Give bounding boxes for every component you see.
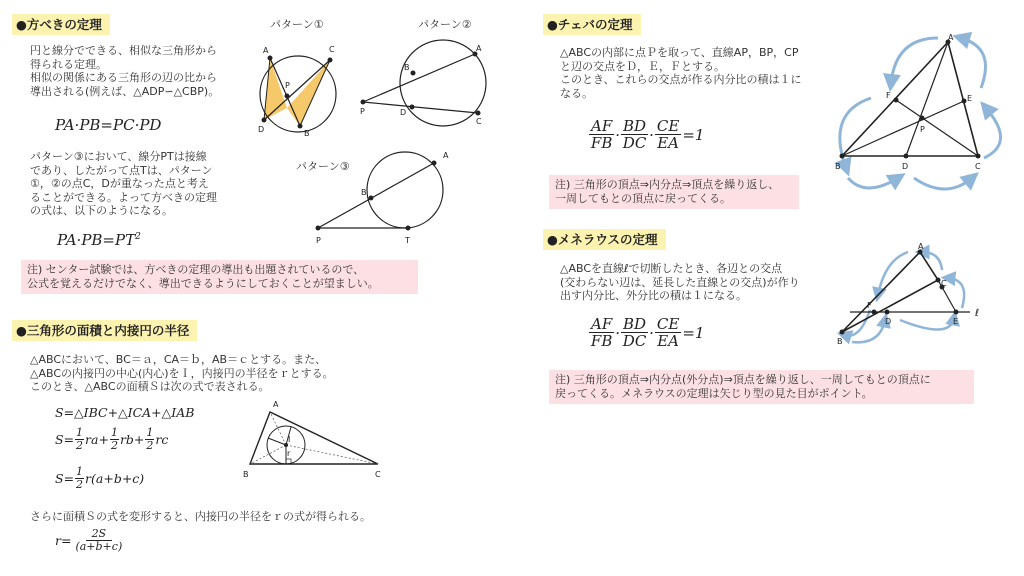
area-eq1: S=△IBC+△ICA+△IAB bbox=[55, 405, 195, 420]
svg-text:A: A bbox=[273, 400, 279, 409]
svg-text:P: P bbox=[360, 107, 365, 116]
power-theorem-description: 円と線分でできる、相似な三角形から 得られる定理。 相似の関係にある三角形の辺の比から 導出される(例えば、△ADP∽△CBP)。 bbox=[30, 44, 220, 98]
power-theorem-heading: ●方べきの定理 bbox=[12, 14, 110, 35]
svg-text:C: C bbox=[329, 45, 335, 54]
power-diagrams bbox=[250, 10, 520, 250]
ceva-formula: $\frac{AF}{FB}$ · $\frac{BD}{DC}$ · $\frac{CE}{EA}$ =1 bbox=[590, 117, 705, 152]
svg-text:P: P bbox=[285, 81, 290, 90]
svg-text:P: P bbox=[920, 125, 925, 134]
pattern3-caption: パターン③ bbox=[296, 160, 350, 173]
svg-text:C: C bbox=[375, 470, 381, 479]
svg-text:T: T bbox=[405, 236, 410, 245]
pattern1-figure bbox=[258, 45, 336, 138]
svg-text:D: D bbox=[902, 162, 909, 171]
svg-text:ℓ: ℓ bbox=[975, 308, 980, 319]
pattern1-caption: パターン① bbox=[270, 18, 324, 31]
svg-text:r: r bbox=[287, 449, 291, 458]
svg-text:A: A bbox=[443, 151, 449, 160]
svg-text:A: A bbox=[476, 44, 482, 53]
power-note: 注) センター試験では、方べきの定理の導出も出題されているので、 公式を覚えるだけでなく、導出できるようにしておくことが望ましい。 bbox=[21, 260, 418, 294]
pattern2-caption: パターン② bbox=[418, 18, 472, 31]
svg-text:F: F bbox=[867, 301, 872, 310]
ceva-diagram bbox=[826, 28, 1016, 196]
power-tangent-description: パターン③において、線分PTは接線 であり、したがって点Tは、パターン ①，②の点C，Dが重なった点と考え ることができる。よって方べきの定理 の式は、以下のようになる。 bbox=[30, 150, 217, 217]
svg-text:B: B bbox=[837, 337, 843, 346]
svg-text:A: A bbox=[263, 46, 269, 55]
area-description: △ABCにおいて、BC＝ａ，CA＝ｂ，AB＝ｃとする。また、 △ABCの内接円の中心(内心)をＩ，内接円の半径をｒとする。 このとき、△ABCの面積Ｓは次の式で表される。 bbox=[30, 353, 334, 393]
area-heading: ●三角形の面積と内接円の半径 bbox=[12, 320, 197, 341]
radius-eq: r= $\frac{2S}{(a+b+c)}$ bbox=[55, 527, 123, 553]
tangent-formula: $PA\cdot PB=PT^2$ bbox=[57, 231, 141, 249]
svg-text:D: D bbox=[885, 317, 892, 326]
svg-text:D: D bbox=[400, 108, 407, 117]
svg-text:E: E bbox=[953, 317, 959, 326]
svg-text:I: I bbox=[288, 435, 291, 444]
ceva-description: △ABCの内部に点Ｐを取って、直線AP，BP，CP と辺の交点をＤ，Ｅ，Ｆとする。 このとき、これらの交点が作る内分比の積は１に なる。 bbox=[560, 46, 802, 100]
svg-text:B: B bbox=[361, 188, 367, 197]
svg-text:D: D bbox=[258, 125, 265, 134]
svg-text:B: B bbox=[243, 470, 249, 479]
area-eq2: S= $\frac{1}{2}$ ra+ $\frac{1}{2}$ rb+ $\frac{1}{2}$ rc bbox=[55, 426, 169, 452]
ceva-note: 注) 三角形の頂点⇒内分点⇒頂点を繰り返し、 一周してもとの頂点に戻ってくる。 bbox=[549, 175, 799, 209]
area-description-2: さらに面積Ｓの式を変形すると、内接円の半径をｒの式が得られる。 bbox=[30, 510, 371, 523]
svg-text:P: P bbox=[316, 236, 321, 245]
svg-text:A: A bbox=[918, 242, 924, 251]
svg-text:C: C bbox=[476, 117, 482, 126]
svg-text:B: B bbox=[404, 63, 410, 72]
svg-text:B: B bbox=[835, 162, 841, 171]
power-formula: PA·PB=PC·PD bbox=[55, 116, 162, 134]
pattern2-figure bbox=[360, 40, 486, 126]
menelaus-heading: ●メネラウスの定理 bbox=[543, 229, 666, 250]
menelaus-description: △ABCを直線ℓで切断したとき、各辺との交点 (交わらない辺は、延長した直線との交点)が作り 出す内分比、外分比の積は１になる。 bbox=[560, 262, 800, 302]
svg-text:F: F bbox=[886, 91, 891, 100]
svg-text:C: C bbox=[975, 162, 981, 171]
svg-text:C: C bbox=[941, 279, 947, 288]
ceva-heading: ●チェバの定理 bbox=[543, 14, 641, 35]
area-eq3: S= $\frac{1}{2}$ r(a+b+c) bbox=[55, 465, 145, 491]
incircle-diagram bbox=[240, 396, 390, 486]
menelaus-diagram bbox=[830, 240, 990, 350]
menelaus-note: 注) 三角形の頂点⇒内分点(外分点)⇒頂点を繰り返し、一周してもとの頂点に 戻ってくる。メネラウスの定理は矢じり型の見た目がポイント。 bbox=[549, 370, 974, 404]
svg-text:B: B bbox=[304, 129, 310, 138]
svg-text:E: E bbox=[967, 94, 973, 103]
svg-text:A: A bbox=[948, 33, 954, 42]
menelaus-formula: $\frac{AF}{FB}$ · $\frac{BD}{DC}$ · $\frac{CE}{EA}$ =1 bbox=[590, 315, 705, 350]
